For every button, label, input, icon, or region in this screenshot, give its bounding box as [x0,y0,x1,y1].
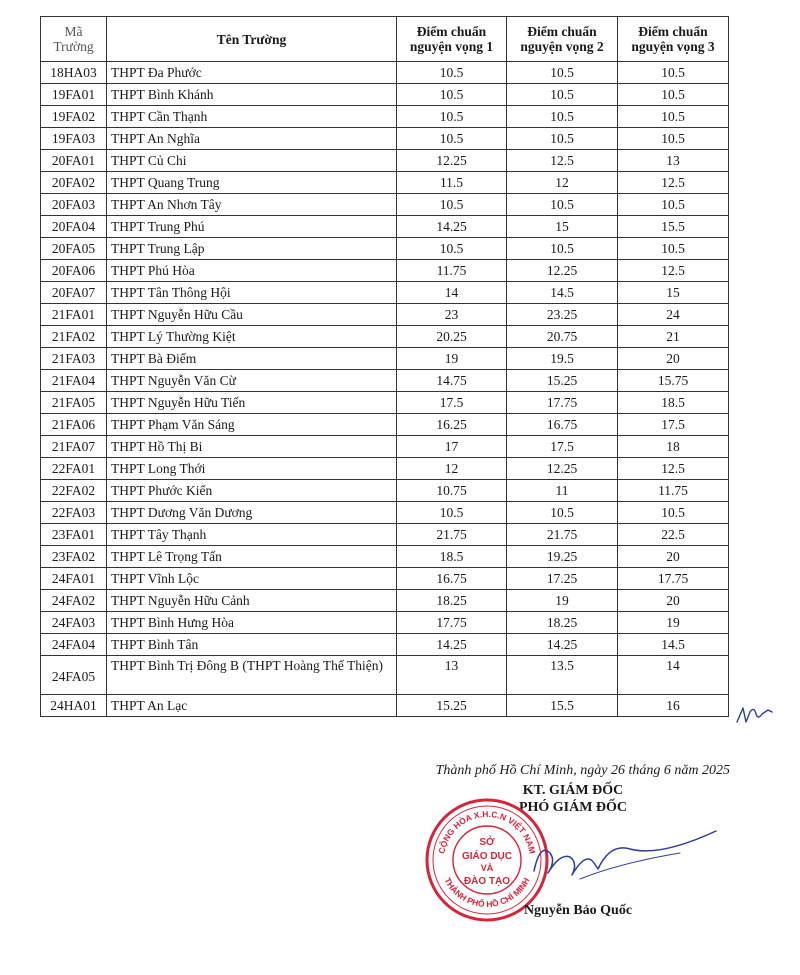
score-nv2-cell: 15.25 [507,370,618,392]
school-name-cell: THPT Trung Lập [107,238,397,260]
score-nv3-cell: 10.5 [618,84,729,106]
score-nv1-cell: 10.5 [397,106,507,128]
score-nv2-cell: 17.75 [507,392,618,414]
school-name-cell: THPT Tân Thông Hội [107,282,397,304]
score-nv2-cell: 10.5 [507,84,618,106]
school-name-cell: THPT Phú Hòa [107,260,397,282]
school-code-cell: 21FA03 [41,348,107,370]
score-nv1-cell: 15.25 [397,695,507,717]
svg-text:THÀNH PHỐ HỒ CHÍ MINH: THÀNH PHỐ HỒ CHÍ MINH [442,875,532,910]
score-nv3-cell: 15 [618,282,729,304]
score-nv1-cell: 10.5 [397,502,507,524]
table-row [41,194,729,216]
table-body [41,62,729,717]
score-nv3-cell: 18 [618,436,729,458]
score-nv3-cell: 10.5 [618,128,729,150]
score-nv3-cell: 13 [618,150,729,172]
table-row [41,172,729,194]
score-nv1-cell: 18.5 [397,546,507,568]
role-subtitle: PHÓ GIÁM ĐỐC [518,800,628,815]
table-row [41,282,729,304]
table-row [41,634,729,656]
score-nv1-cell: 16.25 [397,414,507,436]
table-row [41,370,729,392]
score-nv2-cell: 10.5 [507,106,618,128]
school-name-cell: THPT Cần Thạnh [107,106,397,128]
table-row [41,458,729,480]
score-nv1-cell: 13 [397,656,507,695]
score-nv1-cell: 11.75 [397,260,507,282]
table-row [41,326,729,348]
score-nv1-cell: 18.25 [397,590,507,612]
date-line: Thành phố Hồ Chí Minh, ngày 26 tháng 6 năm 2025 [435,763,730,778]
school-code-cell: 24FA05 [41,656,107,695]
score-nv2-cell: 21.75 [507,524,618,546]
score-nv1-cell: 12.25 [397,150,507,172]
score-nv3-cell: 12.5 [618,260,729,282]
score-nv1-cell: 10.5 [397,84,507,106]
table-row [41,590,729,612]
svg-text:SỞ: SỞ [479,837,495,848]
header-score-nv2: Điểm chuẩn nguyện vọng 2 [507,17,618,62]
score-nv2-cell: 15 [507,216,618,238]
school-name-cell: THPT Nguyễn Hữu Cầu [107,304,397,326]
score-nv3-cell: 10.5 [618,106,729,128]
school-name-cell: THPT Đa Phước [107,62,397,84]
school-name-cell: THPT Hồ Thị Bi [107,436,397,458]
school-code-cell: 21FA06 [41,414,107,436]
school-code-cell: 24FA04 [41,634,107,656]
score-nv3-cell: 10.5 [618,194,729,216]
svg-text:VÀ: VÀ [480,863,494,873]
header-score-nv3: Điểm chuẩn nguyện vọng 3 [618,17,729,62]
school-code-cell: 21FA04 [41,370,107,392]
table-row [41,150,729,172]
score-nv1-cell: 12 [397,458,507,480]
score-nv1-cell: 17.5 [397,392,507,414]
initial-mark-icon [734,700,774,730]
school-name-cell: THPT Tây Thạnh [107,524,397,546]
school-name-cell: THPT Bình Hưng Hòa [107,612,397,634]
score-nv3-cell: 24 [618,304,729,326]
score-nv3-cell: 10.5 [618,62,729,84]
school-code-cell: 24FA02 [41,590,107,612]
school-name-cell: THPT An Nghĩa [107,128,397,150]
score-nv3-cell: 20 [618,590,729,612]
table-row [41,436,729,458]
score-nv1-cell: 11.5 [397,172,507,194]
header-score-nv1: Điểm chuẩn nguyện vọng 1 [397,17,507,62]
school-code-cell: 20FA03 [41,194,107,216]
school-code-cell: 19FA03 [41,128,107,150]
score-nv2-cell: 15.5 [507,695,618,717]
school-code-cell: 22FA03 [41,502,107,524]
table-row [41,568,729,590]
score-nv2-cell: 10.5 [507,62,618,84]
table-row [41,216,729,238]
score-nv1-cell: 19 [397,348,507,370]
school-name-cell: THPT Bình Tân [107,634,397,656]
table-row [41,480,729,502]
score-nv2-cell: 11 [507,480,618,502]
score-nv1-cell: 16.75 [397,568,507,590]
school-code-cell: 20FA05 [41,238,107,260]
score-nv1-cell: 14 [397,282,507,304]
school-code-cell: 20FA01 [41,150,107,172]
score-nv3-cell: 12.5 [618,172,729,194]
score-nv3-cell: 11.75 [618,480,729,502]
score-nv1-cell: 23 [397,304,507,326]
header-school-code: Mã Trường [41,17,107,62]
school-name-cell: THPT Bình Khánh [107,84,397,106]
score-nv2-cell: 19 [507,590,618,612]
score-nv3-cell: 20 [618,546,729,568]
school-name-cell: THPT Bình Trị Đông B (THPT Hoàng Thế Thiện) [107,656,397,695]
score-nv2-cell: 14.5 [507,282,618,304]
score-nv2-cell: 10.5 [507,502,618,524]
school-code-cell: 19FA02 [41,106,107,128]
score-nv3-cell: 20 [618,348,729,370]
school-name-cell: THPT Phước Kiển [107,480,397,502]
school-code-cell: 24HA01 [41,695,107,717]
school-code-cell: 20FA04 [41,216,107,238]
school-name-cell: THPT An Nhơn Tây [107,194,397,216]
score-nv2-cell: 19.25 [507,546,618,568]
table-row [41,62,729,84]
score-nv2-cell: 10.5 [507,128,618,150]
table-row [41,612,729,634]
table-row [41,238,729,260]
school-code-cell: 20FA02 [41,172,107,194]
school-code-cell: 23FA01 [41,524,107,546]
score-nv3-cell: 19 [618,612,729,634]
school-code-cell: 24FA03 [41,612,107,634]
table-row [41,392,729,414]
score-nv3-cell: 17.5 [618,414,729,436]
table-row [41,348,729,370]
score-nv1-cell: 10.75 [397,480,507,502]
role-title: KT. GIÁM ĐỐC [522,783,624,798]
score-nv1-cell: 20.25 [397,326,507,348]
score-nv1-cell: 17 [397,436,507,458]
school-code-cell: 22FA01 [41,458,107,480]
table-row [41,546,729,568]
school-code-cell: 22FA02 [41,480,107,502]
score-nv2-cell: 14.25 [507,634,618,656]
score-nv2-cell: 17.5 [507,436,618,458]
score-nv1-cell: 14.25 [397,634,507,656]
school-code-cell: 20FA07 [41,282,107,304]
score-nv3-cell: 15.5 [618,216,729,238]
score-nv2-cell: 12 [507,172,618,194]
school-code-cell: 23FA02 [41,546,107,568]
score-nv1-cell: 10.5 [397,238,507,260]
score-nv1-cell: 21.75 [397,524,507,546]
school-name-cell: THPT Nguyễn Hữu Cảnh [107,590,397,612]
school-code-cell: 21FA01 [41,304,107,326]
score-nv3-cell: 14.5 [618,634,729,656]
table-row [41,260,729,282]
score-nv3-cell: 17.75 [618,568,729,590]
score-nv3-cell: 21 [618,326,729,348]
table-row [41,502,729,524]
svg-text:CỘNG HÒA X.H.C.N VIỆT NAM: CỘNG HÒA X.H.C.N VIỆT NAM [436,808,538,855]
score-nv2-cell: 12.25 [507,260,618,282]
school-name-cell: THPT Long Thới [107,458,397,480]
school-name-cell: THPT Củ Chi [107,150,397,172]
table-header [41,17,729,62]
school-name-cell: THPT Quang Trung [107,172,397,194]
table-row [41,695,729,717]
table-row [41,414,729,436]
school-name-cell: THPT Nguyễn Văn Cừ [107,370,397,392]
table-row [41,106,729,128]
school-name-cell: THPT Dương Văn Dương [107,502,397,524]
handwritten-signature-icon [520,823,720,893]
score-nv3-cell: 12.5 [618,458,729,480]
table-row [41,656,729,695]
school-name-cell: THPT An Lạc [107,695,397,717]
header-school-name: Tên Trường [107,17,397,62]
school-code-cell: 21FA07 [41,436,107,458]
score-nv2-cell: 10.5 [507,238,618,260]
score-nv2-cell: 17.25 [507,568,618,590]
school-code-cell: 24FA01 [41,568,107,590]
score-nv3-cell: 18.5 [618,392,729,414]
school-name-cell: THPT Lê Trọng Tấn [107,546,397,568]
score-nv2-cell: 16.75 [507,414,618,436]
score-nv2-cell: 12.5 [507,150,618,172]
score-nv2-cell: 12.25 [507,458,618,480]
score-nv3-cell: 10.5 [618,502,729,524]
school-name-cell: THPT Lý Thường Kiệt [107,326,397,348]
school-name-cell: THPT Phạm Văn Sáng [107,414,397,436]
school-code-cell: 21FA05 [41,392,107,414]
school-name-cell: THPT Trung Phú [107,216,397,238]
school-name-cell: THPT Nguyễn Hữu Tiến [107,392,397,414]
score-nv3-cell: 10.5 [618,238,729,260]
score-nv1-cell: 14.25 [397,216,507,238]
admission-score-table [40,16,729,717]
school-name-cell: THPT Bà Điểm [107,348,397,370]
score-nv2-cell: 18.25 [507,612,618,634]
score-nv2-cell: 10.5 [507,194,618,216]
table-row [41,128,729,150]
school-code-cell: 18HA03 [41,62,107,84]
table-row [41,304,729,326]
score-nv2-cell: 19.5 [507,348,618,370]
svg-text:GIÁO DỤC: GIÁO DỤC [462,851,512,862]
score-nv3-cell: 14 [618,656,729,695]
score-nv1-cell: 14.75 [397,370,507,392]
score-nv1-cell: 10.5 [397,194,507,216]
svg-text:ĐÀO TẠO: ĐÀO TẠO [463,876,511,887]
signer-name: Nguyễn Bảo Quốc [523,903,633,918]
score-nv3-cell: 16 [618,695,729,717]
table-row [41,84,729,106]
score-nv1-cell: 10.5 [397,128,507,150]
score-nv2-cell: 20.75 [507,326,618,348]
school-code-cell: 21FA02 [41,326,107,348]
school-name-cell: THPT Vĩnh Lộc [107,568,397,590]
score-nv1-cell: 17.75 [397,612,507,634]
score-nv3-cell: 22.5 [618,524,729,546]
score-nv2-cell: 13.5 [507,656,618,695]
score-nv2-cell: 23.25 [507,304,618,326]
school-code-cell: 19FA01 [41,84,107,106]
score-nv3-cell: 15.75 [618,370,729,392]
score-nv1-cell: 10.5 [397,62,507,84]
table-row [41,524,729,546]
school-code-cell: 20FA06 [41,260,107,282]
